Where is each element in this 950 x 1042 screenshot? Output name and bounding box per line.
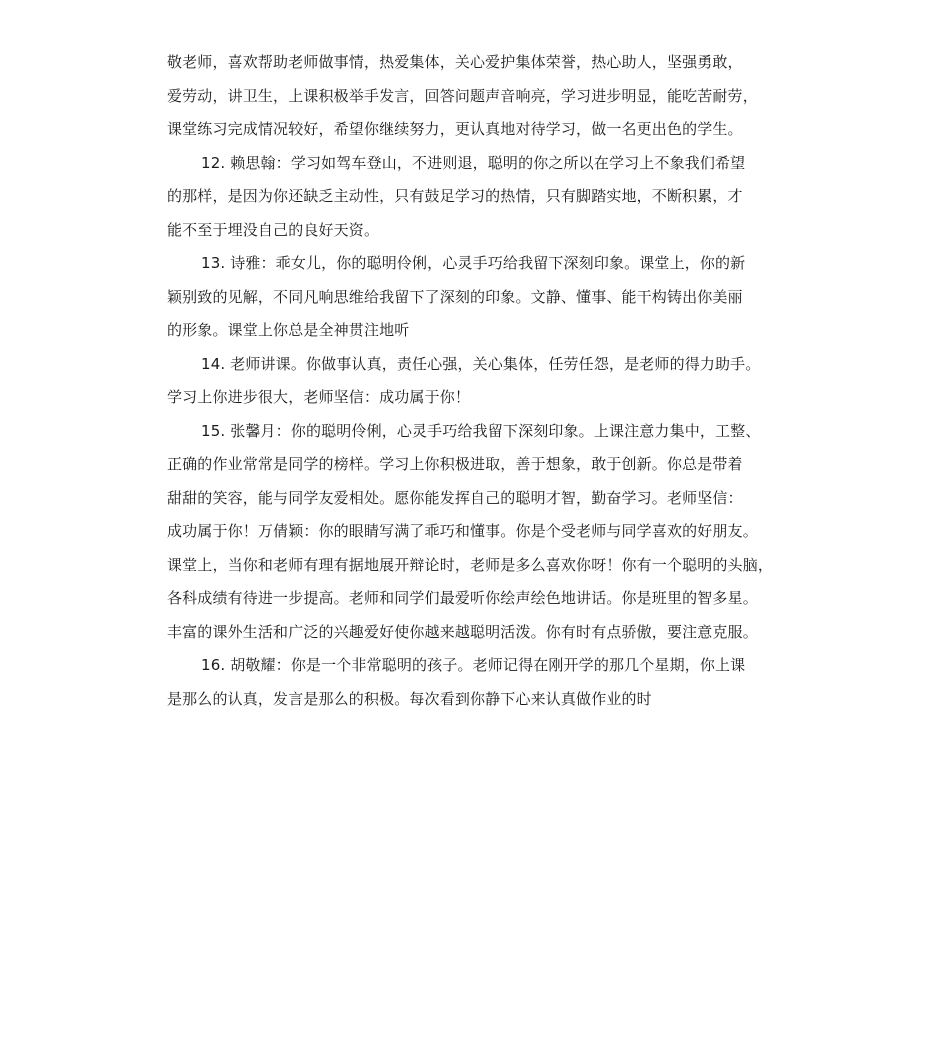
paragraph-start-line: 12. 赖思翰：学习如驾车登山，不进则退，聪明的你之所以在学习上不象我们希望 xyxy=(201,153,746,172)
paragraph-start-line: 16. 胡敬耀：你是一个非常聪明的孩子。老师记得在刚开学的那几个星期，你上课 xyxy=(201,656,746,674)
text-line: 爱劳动，讲卫生，上课积极举手发言，回答问题声音响亮，学习进步明显，能吃苦耐劳， xyxy=(167,86,758,105)
text-line: 敬老师，喜欢帮助老师做事情，热爱集体，关心爱护集体荣誉，热心助人，坚强勇敢， xyxy=(167,53,743,71)
text-line: 能不至于埋没自己的良好天资。 xyxy=(167,220,380,239)
text-line: 丰富的课外生活和广泛的兴趣爱好使你越来越聪明活泼。你有时有点骄傲，要注意克服。 xyxy=(167,622,758,641)
text-line: 学习上你进步很大，老师坚信：成功属于你！ xyxy=(167,388,471,406)
text-line: 甜甜的笑容，能与同学友爱相处。愿你能发挥自己的聪明才智，勤奋学习。老师坚信： xyxy=(167,488,743,507)
text-line: 正确的作业常常是同学的榜样。学习上你积极进取，善于想象，敢于创新。你总是带着 xyxy=(167,455,743,473)
text-line: 成功属于你！万倩颖：你的眼睛写满了乖巧和懂事。你是个受老师与同学喜欢的好朋友。 xyxy=(167,522,758,540)
text-line: 颖别致的见解，不同凡响思维给我留下了深刻的印象。文静、懂事、能干构铸出你美丽 xyxy=(167,287,743,306)
document-body xyxy=(167,46,817,716)
paragraph-start-line: 14. 老师讲课。你做事认真，责任心强，关心集体，任劳任怨，是老师的得力助手。 xyxy=(201,354,761,373)
text-line: 各科成绩有待进一步提高。老师和同学们最爱听你绘声绘色地讲话。你是班里的智多星。 xyxy=(167,589,758,607)
text-line: 课堂练习完成情况较好，希望你继续努力，更认真地对待学习，做一名更出色的学生。 xyxy=(167,120,743,138)
text-line: 的那样，是因为你还缺乏主动性，只有鼓足学习的热情，只有脚踏实地，不断积累，才 xyxy=(167,187,743,205)
text-line: 课堂上，当你和老师有理有据地展开辩论时，老师是多么喜欢你呀！你有一个聪明的头脑， xyxy=(167,555,774,574)
paragraph-start-line: 13. 诗雅：乖女儿，你的聪明伶俐，心灵手巧给我留下深刻印象。课堂上，你的新 xyxy=(201,254,746,272)
text-line: 的形象。课堂上你总是全神贯注地听 xyxy=(167,321,410,339)
paragraph-start-line: 15. 张馨月：你的聪明伶俐，心灵手巧给我留下深刻印象。上课注意力集中，工整、 xyxy=(201,421,761,440)
text-line: 是那么的认真，发言是那么的积极。每次看到你静下心来认真做作业的时 xyxy=(167,689,652,708)
